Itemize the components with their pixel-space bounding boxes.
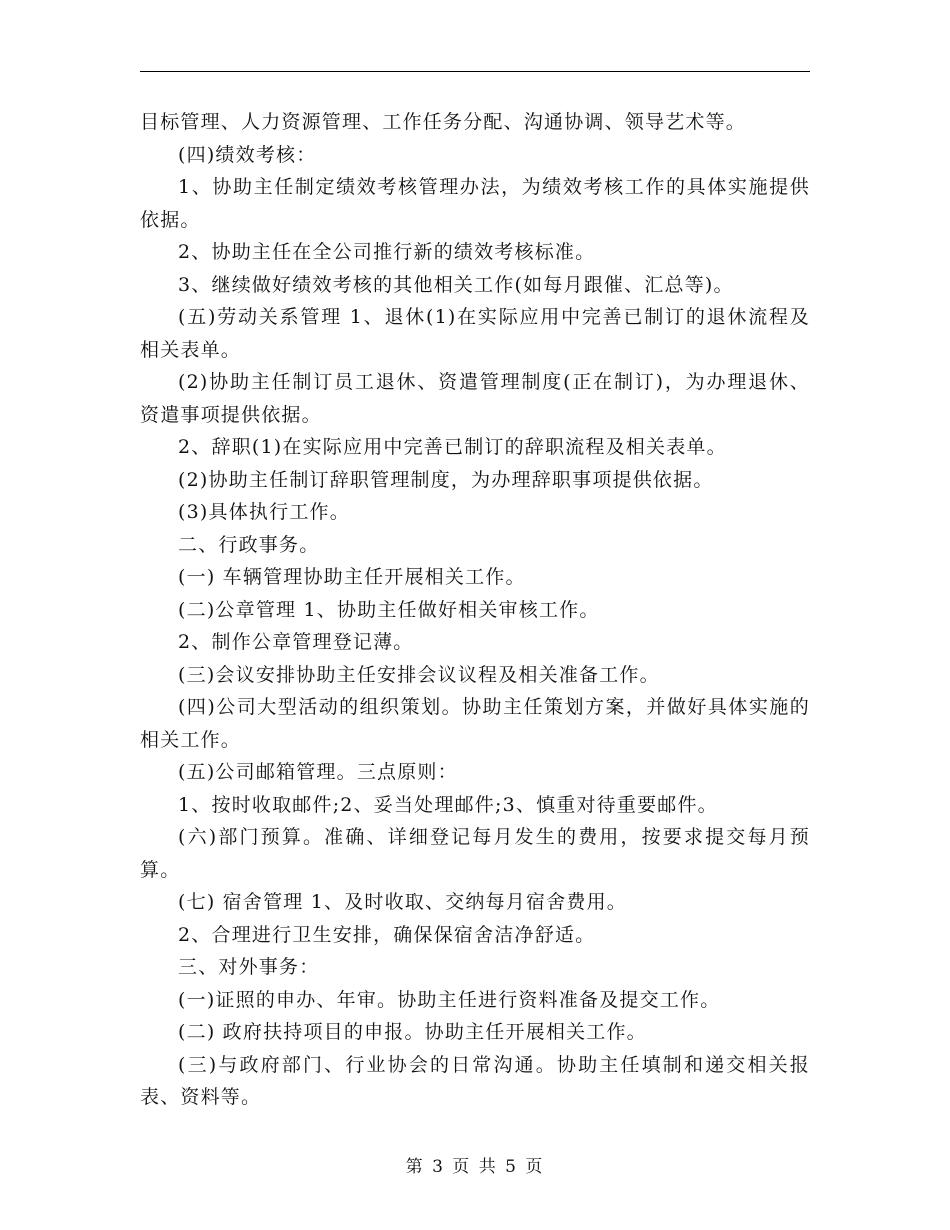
paragraph: 2、协助主任在全公司推行新的绩效考核标准。 [178,241,596,263]
paragraph: (二) 政府扶持项目的申报。协助主任开展相关工作。 [178,1021,647,1043]
paragraph: (2)协助主任制订辞职管理制度，为办理辞职事项提供依据。 [178,468,714,491]
paragraph: (二)公章管理 1、协助主任做好相关审核工作。 [178,598,600,621]
paragraph: (2)协助主任制订员工退休、资遣管理制度(正在制订)，为办理退休、资遣事项提供依据。 [140,371,810,426]
paragraph: (七) 宿舍管理 1、及时收取、交纳每月宿舍费用。 [178,891,627,913]
paragraph: (四)公司大型活动的组织策划。协助主任策划方案，并做好具体实施的相关工作。 [140,696,810,751]
paragraph: (三)与政府部门、行业协会的日常沟通。协助主任填制和递交相关报表、资料等。 [140,1053,810,1108]
paragraph: (五)劳动关系管理 1、退休(1)在实际应用中完善已制订的退休流程及相关表单。 [140,306,810,361]
header-rule [140,71,810,72]
paragraph: 二、行政事务。 [178,533,320,556]
paragraph: (四)绩效考核： [178,143,317,166]
paragraph: (一) 车辆管理协助主任开展相关工作。 [178,566,526,588]
paragraph: 3、继续做好绩效考核的其他相关工作(如每月跟催、汇总等)。 [178,273,734,296]
paragraph: 1、协助主任制定绩效考核管理办法，为绩效考核工作的具体实施提供依据。 [140,176,810,231]
paragraph: (三)会议安排协助主任安排会议议程及相关准备工作。 [178,663,660,686]
paragraph: 三、对外事务： [178,956,320,978]
paragraph: 1、按时收取邮件;2、妥当处理邮件;3、慎重对待重要邮件。 [178,793,718,816]
document-body [140,106,810,1114]
paragraph: 2、制作公章管理登记薄。 [178,631,414,653]
paragraph: 目标管理、人力资源管理、工作任务分配、沟通协调、领导艺术等。 [140,111,747,133]
paragraph: (六)部门预算。准确、详细登记每月发生的费用，按要求提交每月预算。 [140,826,810,881]
paragraph: 2、合理进行卫生安排，确保保宿舍洁净舒适。 [178,923,596,946]
page-number: 第 3 页 共 5 页 [405,1157,545,1177]
paragraph: 2、辞职(1)在实际应用中完善已制订的辞职流程及相关表单。 [178,436,727,458]
paragraph: (五)公司邮箱管理。三点原则： [178,761,458,783]
paragraph: (一)证照的申办、年审。协助主任进行资料准备及提交工作。 [178,988,721,1011]
paragraph: (3)具体执行工作。 [178,501,350,523]
